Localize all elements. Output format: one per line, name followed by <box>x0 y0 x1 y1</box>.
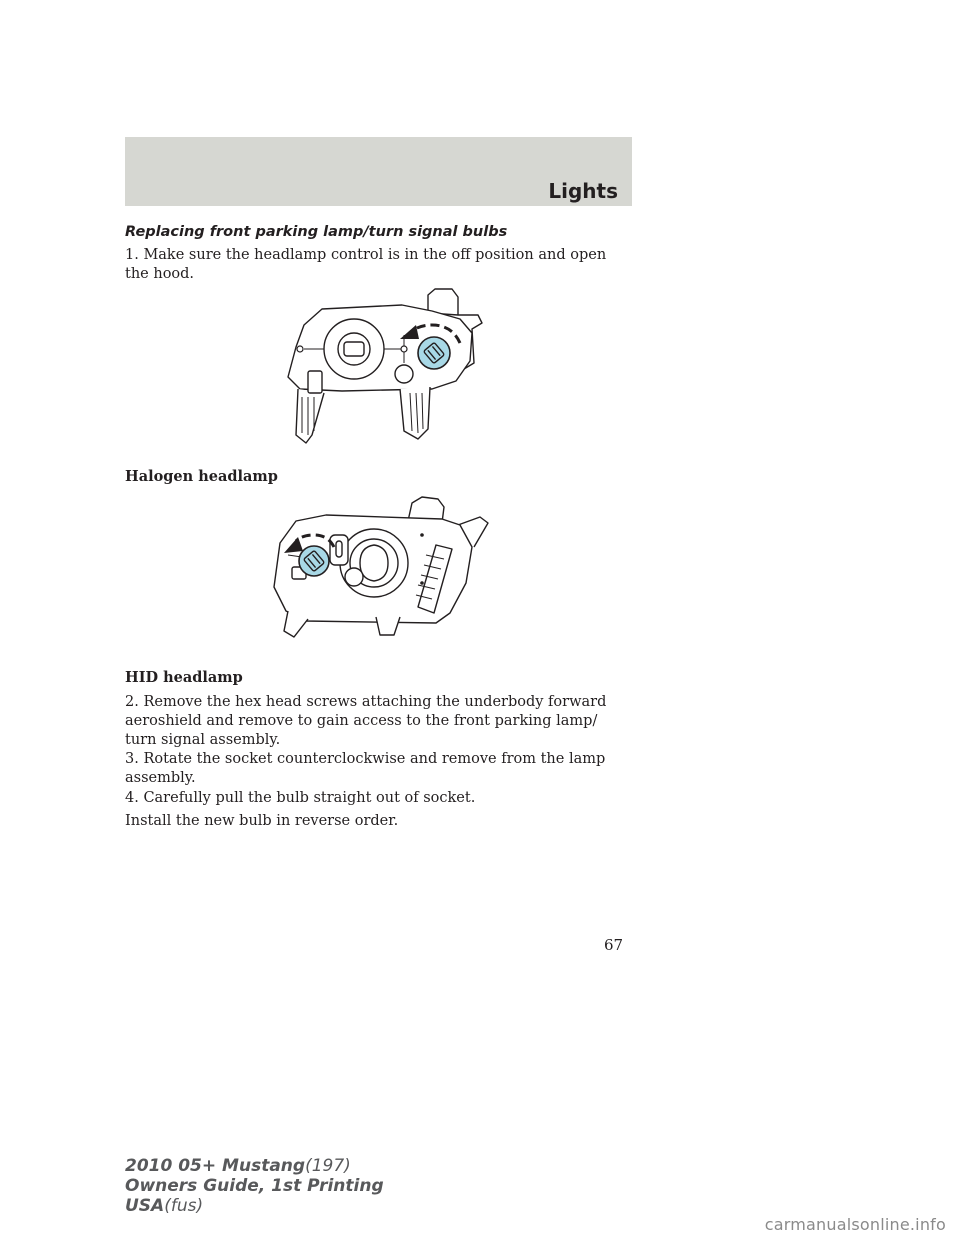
footer-edition: Owners Guide, 1st Printing <box>125 1176 384 1196</box>
page-number: 67 <box>604 936 624 954</box>
footer-market-code: (fus) <box>164 1196 204 1216</box>
socket-icon <box>299 546 329 576</box>
document-footer <box>125 1156 384 1216</box>
footer-model-code: (197) <box>305 1156 351 1176</box>
hid-caption: HID headlamp <box>125 669 243 686</box>
footer-model: 2010 05+ Mustang <box>125 1156 306 1176</box>
hid-headlamp-illustration <box>266 495 496 641</box>
halogen-headlamp-illustration <box>282 285 492 447</box>
step-3: 3. Rotate the socket counterclockwise and remove from the lamp assembly. <box>125 751 606 786</box>
step-4: 4. Carefully pull the bulb straight out of socket. <box>125 790 476 806</box>
step-1: 1. Make sure the headlamp control is in the off position and open the hood. <box>125 247 607 282</box>
section-title: Lights <box>548 179 618 203</box>
procedure-heading: Replacing front parking lamp/turn signal bulbs <box>125 224 508 240</box>
section-header-band <box>125 137 632 206</box>
halogen-caption: Halogen headlamp <box>125 468 278 485</box>
socket-icon <box>418 337 450 369</box>
site-watermark: carmanualsonline.info <box>764 1215 946 1234</box>
footer-market: USA <box>125 1196 165 1216</box>
step-5: Install the new bulb in reverse order. <box>125 813 399 829</box>
step-2: 2. Remove the hex head screws attaching the underbody forward aeroshield and remove to gain access to the front parking lamp/ turn signal assembly. <box>125 694 607 748</box>
